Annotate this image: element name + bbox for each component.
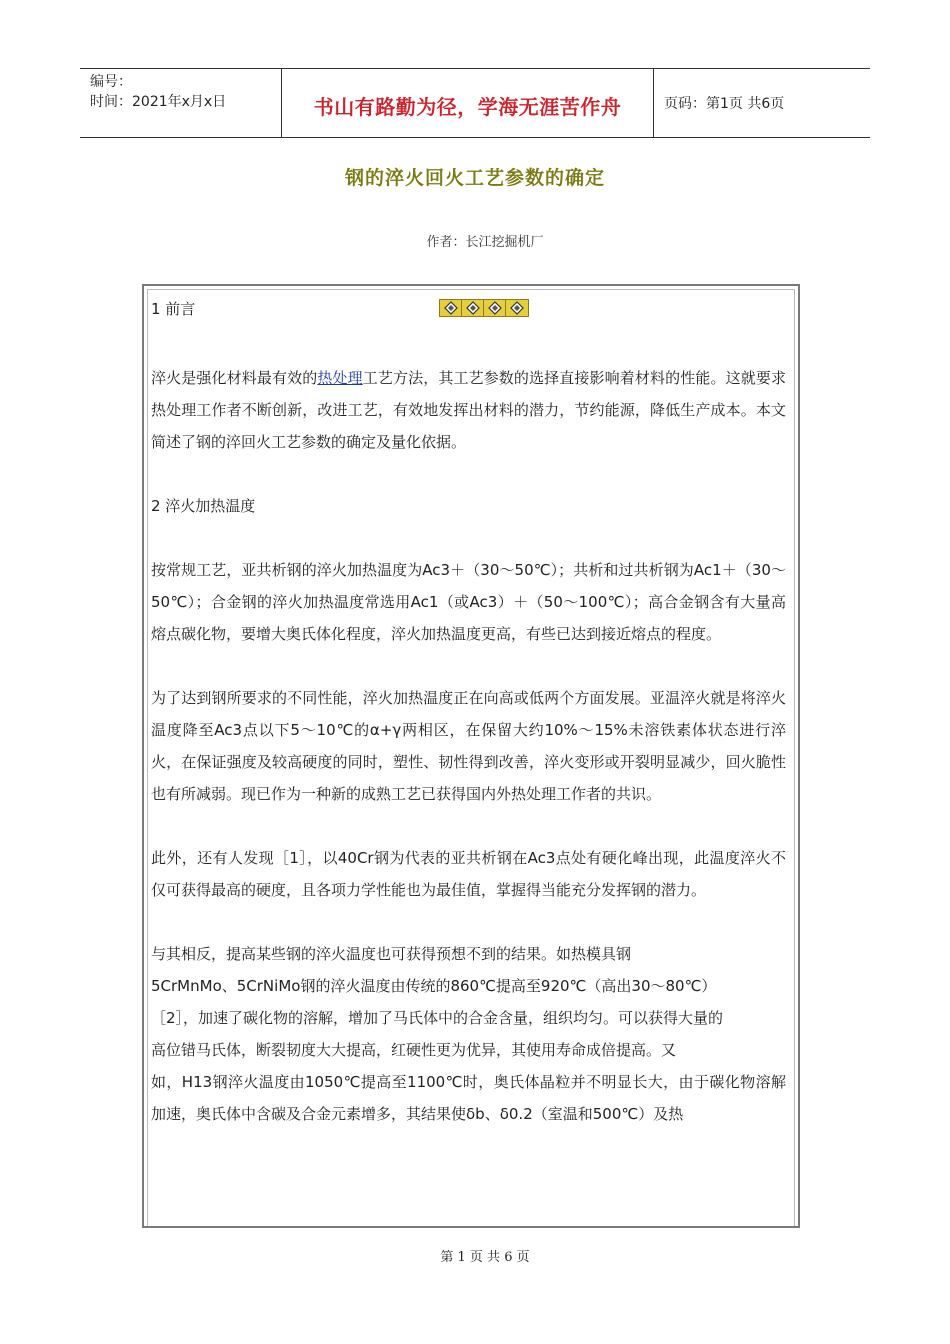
heat-treatment-link[interactable]: 热处理 xyxy=(317,369,363,387)
header-page-cell xyxy=(654,69,870,137)
section-2-paragraph-2: 为了达到钢所要求的不同性能，淬火加热温度正在向高或低两个方面发展。亚温淬火就是将淬火温度降至Ac3点以下5～10℃的α+γ两相区，在保留大约10%～15%未溶铁素体状态进行淬火，在保证强度及较高硬度的同时，塑性、韧性得到改善，淬火变形或开裂明显减少，回火脆性也有所减弱。现已作为一种新的成熟工艺已获得国内外热处理工作者的共识。 xyxy=(151,689,786,803)
page-footer: 第 1 页 共 6 页 xyxy=(440,1250,530,1265)
section-2-paragraph-4-line-4: 高位错马氏体，断裂韧度大大提高，红硬性更为优异，其使用寿命成倍提高。又 xyxy=(151,1041,677,1059)
header-motto-cell xyxy=(282,69,654,137)
section-2-paragraph-4-line-3: ［2］，加速了碳化物的溶解，增加了马氏体中的合金含量，组织均匀。可以获得大量的 xyxy=(151,1009,724,1027)
page-info: 页码：第1页 共6页 xyxy=(664,96,785,112)
header-meta-cell xyxy=(80,69,282,137)
section-1-paragraph-1 xyxy=(151,362,786,458)
section-2-paragraph-3: 此外，还有人发现［1］，以40Cr钢为代表的亚共析钢在Ac3点处有硬化峰出现，此温度淬火不仅可获得最高的硬度，且各项力学性能也为最佳值，掌握得当能充分发挥钢的潜力。 xyxy=(151,849,786,899)
spacer xyxy=(151,522,786,554)
date-label: 时间：2021年x月x日 xyxy=(90,94,227,110)
spacer xyxy=(151,330,786,362)
diamond-icon xyxy=(440,300,462,316)
diamond-icon xyxy=(462,300,484,316)
section-2-paragraph-4-line-5: 如，H13钢淬火温度由1050℃提高至1100℃时，奥氏体晶粒并不明显长大，由于碳化物溶解加速，奥氏体中含碳及合金元素增多，其结果使δb、δ0.2（室温和500℃）及热 xyxy=(151,1073,786,1123)
spacer xyxy=(151,810,786,842)
motto-text: 书山有路勤为径，学海无涯苦作舟 xyxy=(313,94,622,119)
paragraph-text: 工艺方法，其工艺参数的选择直接影响着材料的性能。这就要求热处理工作者不断创新，改进工艺，有效地发挥出材料的潜力，节约能源，降低生产成本。本文简述了钢的淬回火工艺参数的确定及量化依据。 xyxy=(151,369,786,451)
section-2-paragraph-4-line-1: 与其相反，提高某些钢的淬火温度也可获得预想不到的结果。如热模具钢 xyxy=(151,945,632,963)
section-2-paragraph-1: 按常规工艺，亚共析钢的淬火加热温度为Ac3＋（30～50℃）；共析和过共析钢为Ac1＋（30～50℃）；合金钢的淬火加热温度常选用Ac1（或Ac3）＋（50～100℃）；高合金钢含有大量高熔点碳化物，要增大奥氏体化程度，淬火加热温度更高，有些已达到接近熔点的程度。 xyxy=(151,561,786,643)
section-2-title: 2 淬火加热温度 xyxy=(151,497,256,515)
document-author: 作者：长江挖掘机厂 xyxy=(426,235,544,250)
section-2-paragraph-4-line-2: 5CrMnMo、5CrNiMo钢的淬火温度由传统的860℃提高至920℃（高出30～80℃） xyxy=(151,977,717,995)
spacer xyxy=(151,906,786,938)
spacer xyxy=(151,458,786,490)
content-body xyxy=(147,289,795,1226)
content-frame xyxy=(142,284,800,1228)
diamond-icon xyxy=(506,300,528,316)
section-1-title: 1 前言 xyxy=(151,300,196,318)
section-1-heading-row xyxy=(151,298,786,330)
paragraph-text: 淬火是强化材料最有效的 xyxy=(151,369,318,387)
document-title: 钢的淬火回火工艺参数的确定 xyxy=(344,167,605,189)
spacer xyxy=(151,650,786,682)
number-label: 编号： xyxy=(90,74,132,90)
diamond-icon xyxy=(484,300,506,316)
decoration-icon-strip xyxy=(439,299,529,317)
page-header xyxy=(80,68,870,138)
